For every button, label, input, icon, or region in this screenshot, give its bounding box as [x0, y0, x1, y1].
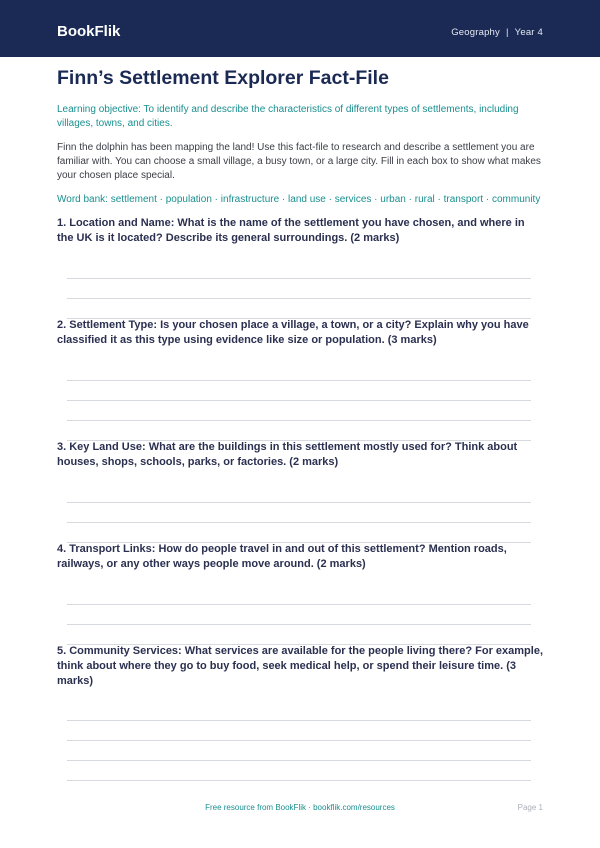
question-text: 5. Community Services: What services are available for the people living there? For example, think about where they go to buy food, seek medical help, or spend their leisure time. (3 marks) [57, 645, 544, 687]
answer-line[interactable] [67, 604, 531, 605]
question-text: 1. Location and Name: What is the name of the settlement you have chosen, and where in the UK is it located? Describe its general surroundings. (2 marks) [57, 217, 525, 244]
separator: | [506, 27, 509, 38]
answer-line[interactable] [67, 278, 531, 279]
answer-line[interactable] [67, 740, 531, 741]
answer-line[interactable] [67, 624, 531, 625]
word-bank: Word bank: settlement · population · infrastructure · land use · services · urban · rural · transport · community [57, 194, 541, 205]
learning-objective: Learning objective: To identify and describe the characteristics of different types of settlements, including villages, towns, and cities. [57, 104, 519, 129]
answer-line[interactable] [67, 420, 531, 421]
answer-line[interactable] [67, 380, 531, 381]
intro-section [57, 66, 543, 207]
intro-paragraph: Finn the dolphin has been mapping the land! Use this fact-file to research and describe a settlement you are familiar with. You can choose a small village, a busy town, or a large city. Fill in each box to show what makes your chosen place special. [57, 142, 541, 181]
page-title: Finn’s Settlement Explorer Fact-File [57, 67, 389, 89]
subject-year-label [451, 27, 543, 39]
question-1 [57, 216, 543, 246]
page-number: Page 1 [517, 803, 543, 812]
subject-label: Geography [451, 27, 500, 38]
question-5 [57, 644, 543, 689]
answer-line[interactable] [67, 400, 531, 401]
footer-source-link[interactable]: Free resource from BookFlik · bookflik.com/resources [205, 803, 395, 812]
answer-line[interactable] [67, 522, 531, 523]
question-text: 2. Settlement Type: Is your chosen place a village, a town, or a city? Explain why you have classified it as this type using evidence like size or population. (3 marks) [57, 319, 529, 346]
question-text: 3. Key Land Use: What are the buildings in this settlement mostly used for? Think about houses, shops, schools, parks, or factories. (2 marks) [57, 441, 518, 468]
brand-logo-text: BookFlik [57, 23, 121, 40]
question-4 [57, 542, 543, 572]
answer-line[interactable] [67, 502, 531, 503]
answer-line[interactable] [67, 720, 531, 721]
year-label: Year 4 [514, 27, 543, 38]
question-2 [57, 318, 543, 348]
answer-line[interactable] [67, 298, 531, 299]
answer-line[interactable] [67, 760, 531, 761]
header-bar [0, 0, 600, 57]
question-3 [57, 440, 543, 470]
question-text: 4. Transport Links: How do people travel in and out of this settlement? Mention roads, railways, or any other ways people move around. (2 marks) [57, 543, 507, 570]
answer-line[interactable] [67, 780, 531, 781]
